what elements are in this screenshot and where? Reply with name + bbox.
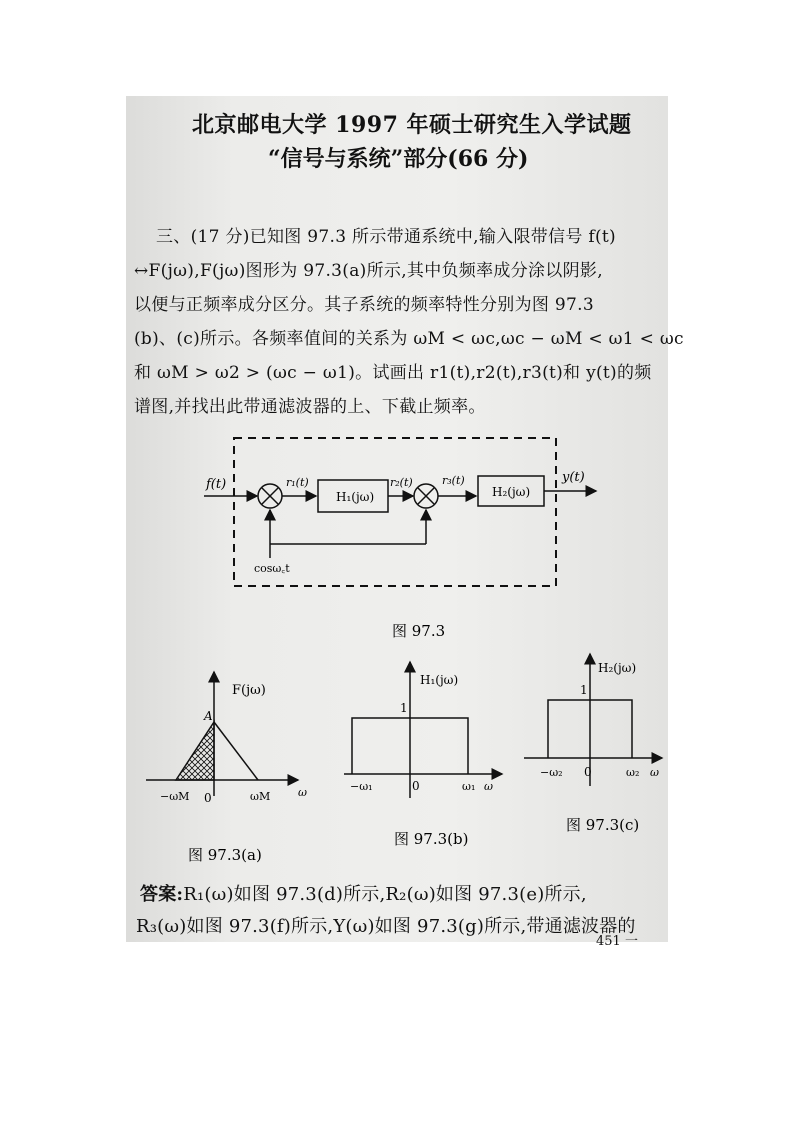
multiplier-2 — [414, 484, 438, 508]
fig-c — [524, 654, 662, 786]
fig-c-zero: 0 — [584, 765, 592, 779]
problem-line-2: ↔F(jω),F(jω)图形为 97.3(a)所示,其中负频率成分涂以阴影, — [134, 261, 603, 281]
exam-subtitle: “信号与系统”部分(66 分) — [268, 146, 529, 172]
fig-c-neg: −ω₂ — [540, 766, 563, 779]
fig-c-one: 1 — [580, 683, 588, 697]
r1-label: r₁(t) — [286, 476, 309, 489]
figures-svg — [126, 96, 668, 942]
scanned-page — [126, 96, 684, 949]
fig-b-ylabel: H₁(jω) — [420, 673, 459, 687]
fig-a-zero: 0 — [204, 791, 212, 805]
fig-c-pos: ω₂ — [626, 766, 640, 779]
h2-label: H₂(jω) — [492, 485, 531, 499]
fig-a-caption: 图 97.3(a) — [188, 846, 262, 864]
fig-a-ylabel: F(jω) — [232, 683, 266, 698]
fig-c-caption: 图 97.3(c) — [566, 816, 640, 834]
multiplier-1 — [258, 484, 282, 508]
problem-line-4: (b)、(c)所示。各频率值间的关系为 ωM < ωc,ωc − ωM < ω1 < ωc — [134, 329, 684, 349]
carrier-label: cosω꜀t — [254, 562, 290, 575]
answer-line-2: R₃(ω)如图 97.3(f)所示,Y(ω)如图 97.3(g)所示,带通滤波器的 — [136, 916, 636, 937]
answer-line-1 — [140, 880, 587, 906]
fig-b — [344, 662, 502, 798]
problem-line-3: 以便与正频率成分区分。其子系统的频率特性分别为图 97.3 — [134, 295, 594, 315]
fig-b-axis: ω — [484, 780, 493, 793]
fig-a-axis: ω — [298, 786, 307, 799]
problem-line-1: 三、(17 分)已知图 97.3 所示带通系统中,输入限带信号 f(t) — [156, 227, 616, 247]
h1-label: H₁(jω) — [336, 490, 375, 504]
fig-b-caption: 图 97.3(b) — [394, 830, 469, 848]
fig-a — [146, 672, 307, 805]
fig-b-one: 1 — [400, 701, 408, 715]
output-label: y(t) — [562, 470, 585, 485]
fig-b-neg: −ω₁ — [350, 780, 373, 793]
spectrum-negative-half — [176, 722, 214, 780]
page-number: 451 一 — [596, 934, 638, 949]
answer-text-1: R₁(ω)如图 97.3(d)所示,R₂(ω)如图 97.3(e)所示, — [183, 884, 587, 905]
input-label: f(t) — [206, 477, 227, 492]
spectrum-positive-half — [214, 722, 258, 780]
fig-c-axis: ω — [650, 766, 659, 779]
r2-label: r₂(t) — [390, 476, 413, 489]
problem-line-5: 和 ωM > ω2 > (ωc − ω1)。试画出 r1(t),r2(t),r3(t)和 y(t)的频 — [134, 363, 652, 383]
fig-b-zero: 0 — [412, 779, 420, 793]
fig-a-peak: A — [204, 709, 213, 723]
answer-label: 答案: — [140, 884, 184, 905]
fig-a-neg: −ωM — [160, 790, 190, 803]
figure-caption: 图 97.3 — [392, 622, 446, 640]
fig-b-pos: ω₁ — [462, 780, 476, 793]
exam-title: 北京邮电大学 1997 年硕士研究生入学试题 — [192, 112, 632, 138]
fig-a-pos: ωM — [250, 790, 271, 803]
fig-c-ylabel: H₂(jω) — [598, 661, 637, 675]
problem-line-6: 谱图,并找出此带通滤波器的上、下截止频率。 — [134, 397, 486, 417]
block-diagram — [204, 438, 596, 586]
r3-label: r₃(t) — [442, 474, 465, 487]
